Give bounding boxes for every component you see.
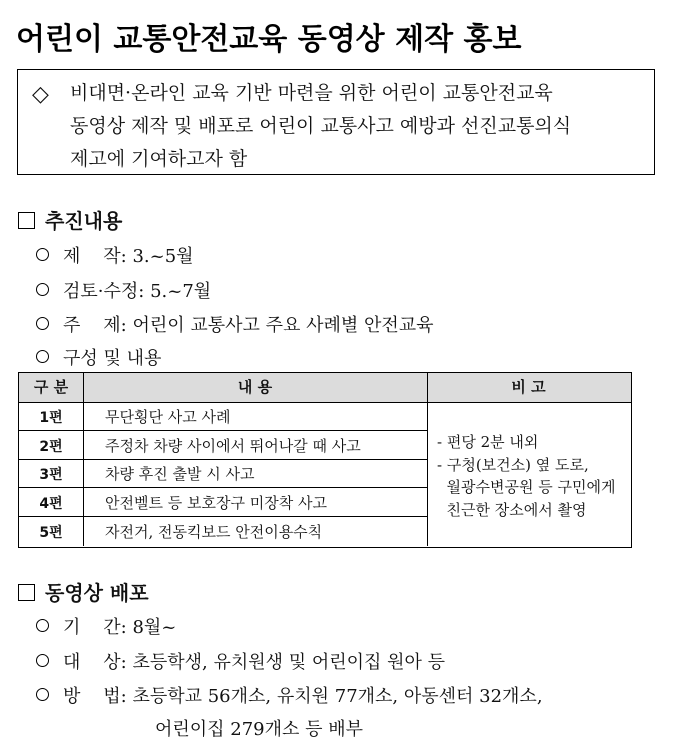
section-heading-plan xyxy=(18,205,122,234)
list-item xyxy=(36,242,194,268)
table-row-divider xyxy=(19,459,427,460)
circle-bullet-icon xyxy=(36,317,49,330)
item-value: : 8월~ xyxy=(120,617,177,638)
item-value: : 초등학교 56개소, 유치원 77개소, 아동센터 32개소, xyxy=(120,686,543,707)
list-item xyxy=(36,344,161,370)
circle-bullet-icon xyxy=(36,248,49,261)
circle-bullet-icon xyxy=(36,619,49,632)
list-item-continuation: 어린이집 279개소 등 배부 xyxy=(155,719,364,740)
table-row-divider xyxy=(19,487,427,488)
circle-bullet-icon xyxy=(36,654,49,667)
table-cell-num: 1편 xyxy=(39,410,63,426)
content-table xyxy=(18,372,632,548)
item-value: : 초등학생, 유치원생 및 어린이집 원아 등 xyxy=(120,652,445,673)
summary-box xyxy=(17,69,655,175)
page-title: 어린이 교통안전교육 동영상 제작 홍보 xyxy=(16,22,522,57)
circle-bullet-icon xyxy=(36,283,49,296)
list-item xyxy=(36,311,434,337)
table-note: 월광수변공원 등 구민에게 xyxy=(437,478,616,496)
item-value: : 3.~5월 xyxy=(120,246,194,267)
table-header-row xyxy=(19,373,631,403)
checkbox-square-icon xyxy=(18,212,35,229)
list-item xyxy=(36,648,445,674)
section-heading-text: 추진내용 xyxy=(45,209,123,233)
table-note: - 편당 2분 내외 xyxy=(437,433,539,451)
table-note: - 구청(보건소) 옆 도로, xyxy=(437,456,589,474)
item-value: : 5.~7월 xyxy=(138,281,212,302)
item-label: 주 제 xyxy=(63,315,121,336)
table-header-cell: 내 용 xyxy=(237,378,273,396)
circle-bullet-icon xyxy=(36,350,49,363)
item-value: : 어린이 교통사고 주요 사례별 안전교육 xyxy=(120,315,434,336)
summary-line: 제고에 기여하고자 함 xyxy=(70,148,248,170)
list-item xyxy=(36,613,176,639)
item-label: 방 법 xyxy=(63,686,121,707)
summary-line: 비대면·온라인 교육 기반 마련을 위한 어린이 교통안전교육 xyxy=(70,82,553,104)
list-item xyxy=(36,277,211,303)
list-item xyxy=(36,682,543,708)
summary-line: 동영상 제작 및 배포로 어린이 교통사고 예방과 선진교통의식 xyxy=(70,115,572,137)
table-cell-content: 차량 후진 출발 시 사고 xyxy=(105,465,255,483)
circle-bullet-icon xyxy=(36,688,49,701)
table-cell-content: 무단횡단 사고 사례 xyxy=(105,408,231,426)
table-cell-num: 4편 xyxy=(39,496,63,512)
table-cell-num: 5편 xyxy=(39,525,63,541)
table-header-cell: 구 분 xyxy=(33,378,69,396)
table-cell-content: 안전벨트 등 보호장구 미장착 사고 xyxy=(105,494,327,512)
table-cell-content: 주정차 차량 사이에서 뛰어나갈 때 사고 xyxy=(105,437,361,455)
item-label: 구성 및 내용 xyxy=(63,348,162,369)
item-label: 대 상 xyxy=(63,652,121,673)
table-header-cell: 비 고 xyxy=(511,378,546,396)
table-divider xyxy=(427,373,428,546)
item-label: 검토·수정 xyxy=(63,281,139,302)
table-row-divider xyxy=(19,516,427,517)
checkbox-square-icon xyxy=(18,584,35,601)
table-row-divider xyxy=(19,430,427,431)
section-heading-text: 동영상 배포 xyxy=(45,581,149,605)
section-heading-distribution xyxy=(18,577,149,606)
table-cell-content: 자전거, 전동킥보드 안전이용수칙 xyxy=(105,523,323,541)
table-cell-num: 3편 xyxy=(39,467,63,483)
table-note: 친근한 장소에서 촬영 xyxy=(437,501,587,519)
item-label: 제 작 xyxy=(63,246,121,267)
diamond-icon: ◇ xyxy=(32,82,49,107)
table-cell-num: 2편 xyxy=(39,439,63,455)
item-label: 기 간 xyxy=(63,617,121,638)
